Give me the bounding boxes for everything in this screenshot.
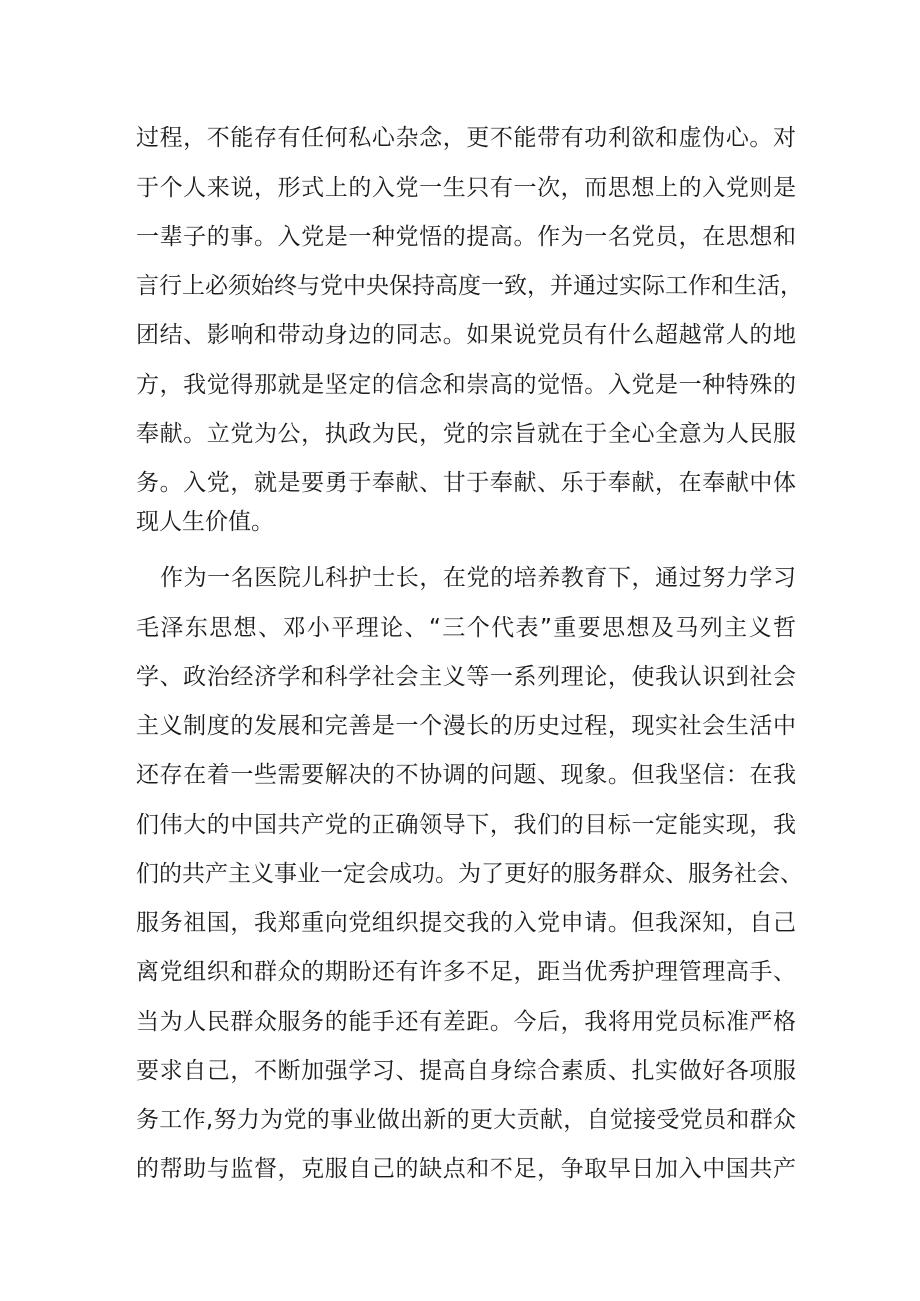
text-line: 还存在着一些需要解决的不协调的问题、现象。但我坚信：在我 <box>136 762 796 788</box>
text-line: 方，我觉得那就是坚定的信念和崇高的觉悟。入党是一种特殊的 <box>136 372 796 398</box>
text-line: 奉献。立党为公，执政为民，党的宗旨就在于全心全意为人民服 <box>136 421 796 447</box>
text-line: 们的共产主义事业一定会成功。为了更好的服务群众、服务社会、 <box>136 861 803 887</box>
text-line: 过程，不能存有任何私心杂念，更不能带有功利欲和虚伪心。对 <box>136 125 796 151</box>
text-line: 学、政治经济学和科学社会主义等一系列理论，使我认识到社会 <box>136 664 796 690</box>
text-line: 务。入党，就是要勇于奉献、甘于奉献、乐于奉献，在奉献中体 <box>136 470 796 496</box>
text-line: 主义制度的发展和完善是一个漫长的历史过程，现实社会生活中 <box>136 713 796 739</box>
text-line: 现人生价值。 <box>136 509 274 535</box>
text-line: 要求自己，不断加强学习、提高自身综合素质、扎实做好各项服 <box>136 1058 796 1084</box>
text-line: 当为人民群众服务的能手还有差距。今后，我将用党员标准严格 <box>136 1009 796 1035</box>
text-line: 言行上必须始终与党中央保持高度一致，并通过实际工作和生活， <box>136 273 803 299</box>
text-line: 服务祖国，我郑重向党组织提交我的入党申请。但我深知，自己 <box>136 910 796 936</box>
text-line: 们伟大的中国共产党的正确领导下，我们的目标一定能实现，我 <box>136 812 796 838</box>
text-line: 一辈子的事。入党是一种党悟的提高。作为一名党员，在思想和 <box>136 224 796 250</box>
text-line: 团结、影响和带动身边的同志。如果说党员有什么超越常人的地 <box>136 322 796 348</box>
text-line: 的帮助与监督，克服自己的缺点和不足，争取早日加入中国共产 <box>136 1156 796 1182</box>
text-line: 毛泽东思想、邓小平理论、“三个代表”重要思想及马列主义哲 <box>136 615 796 641</box>
text-line: 离党组织和群众的期盼还有许多不足，距当优秀护理管理高手、 <box>136 959 796 985</box>
paragraph-first-line: 作为一名医院儿科护士长，在党的培养教育下，通过努力学习 <box>160 565 796 591</box>
text-line: 务工作,努力为党的事业做出新的更大贡献，自觉接受党员和群众 <box>136 1107 796 1133</box>
text-line: 于个人来说，形式上的入党一生只有一次，而思想上的入党则是 <box>136 175 796 201</box>
